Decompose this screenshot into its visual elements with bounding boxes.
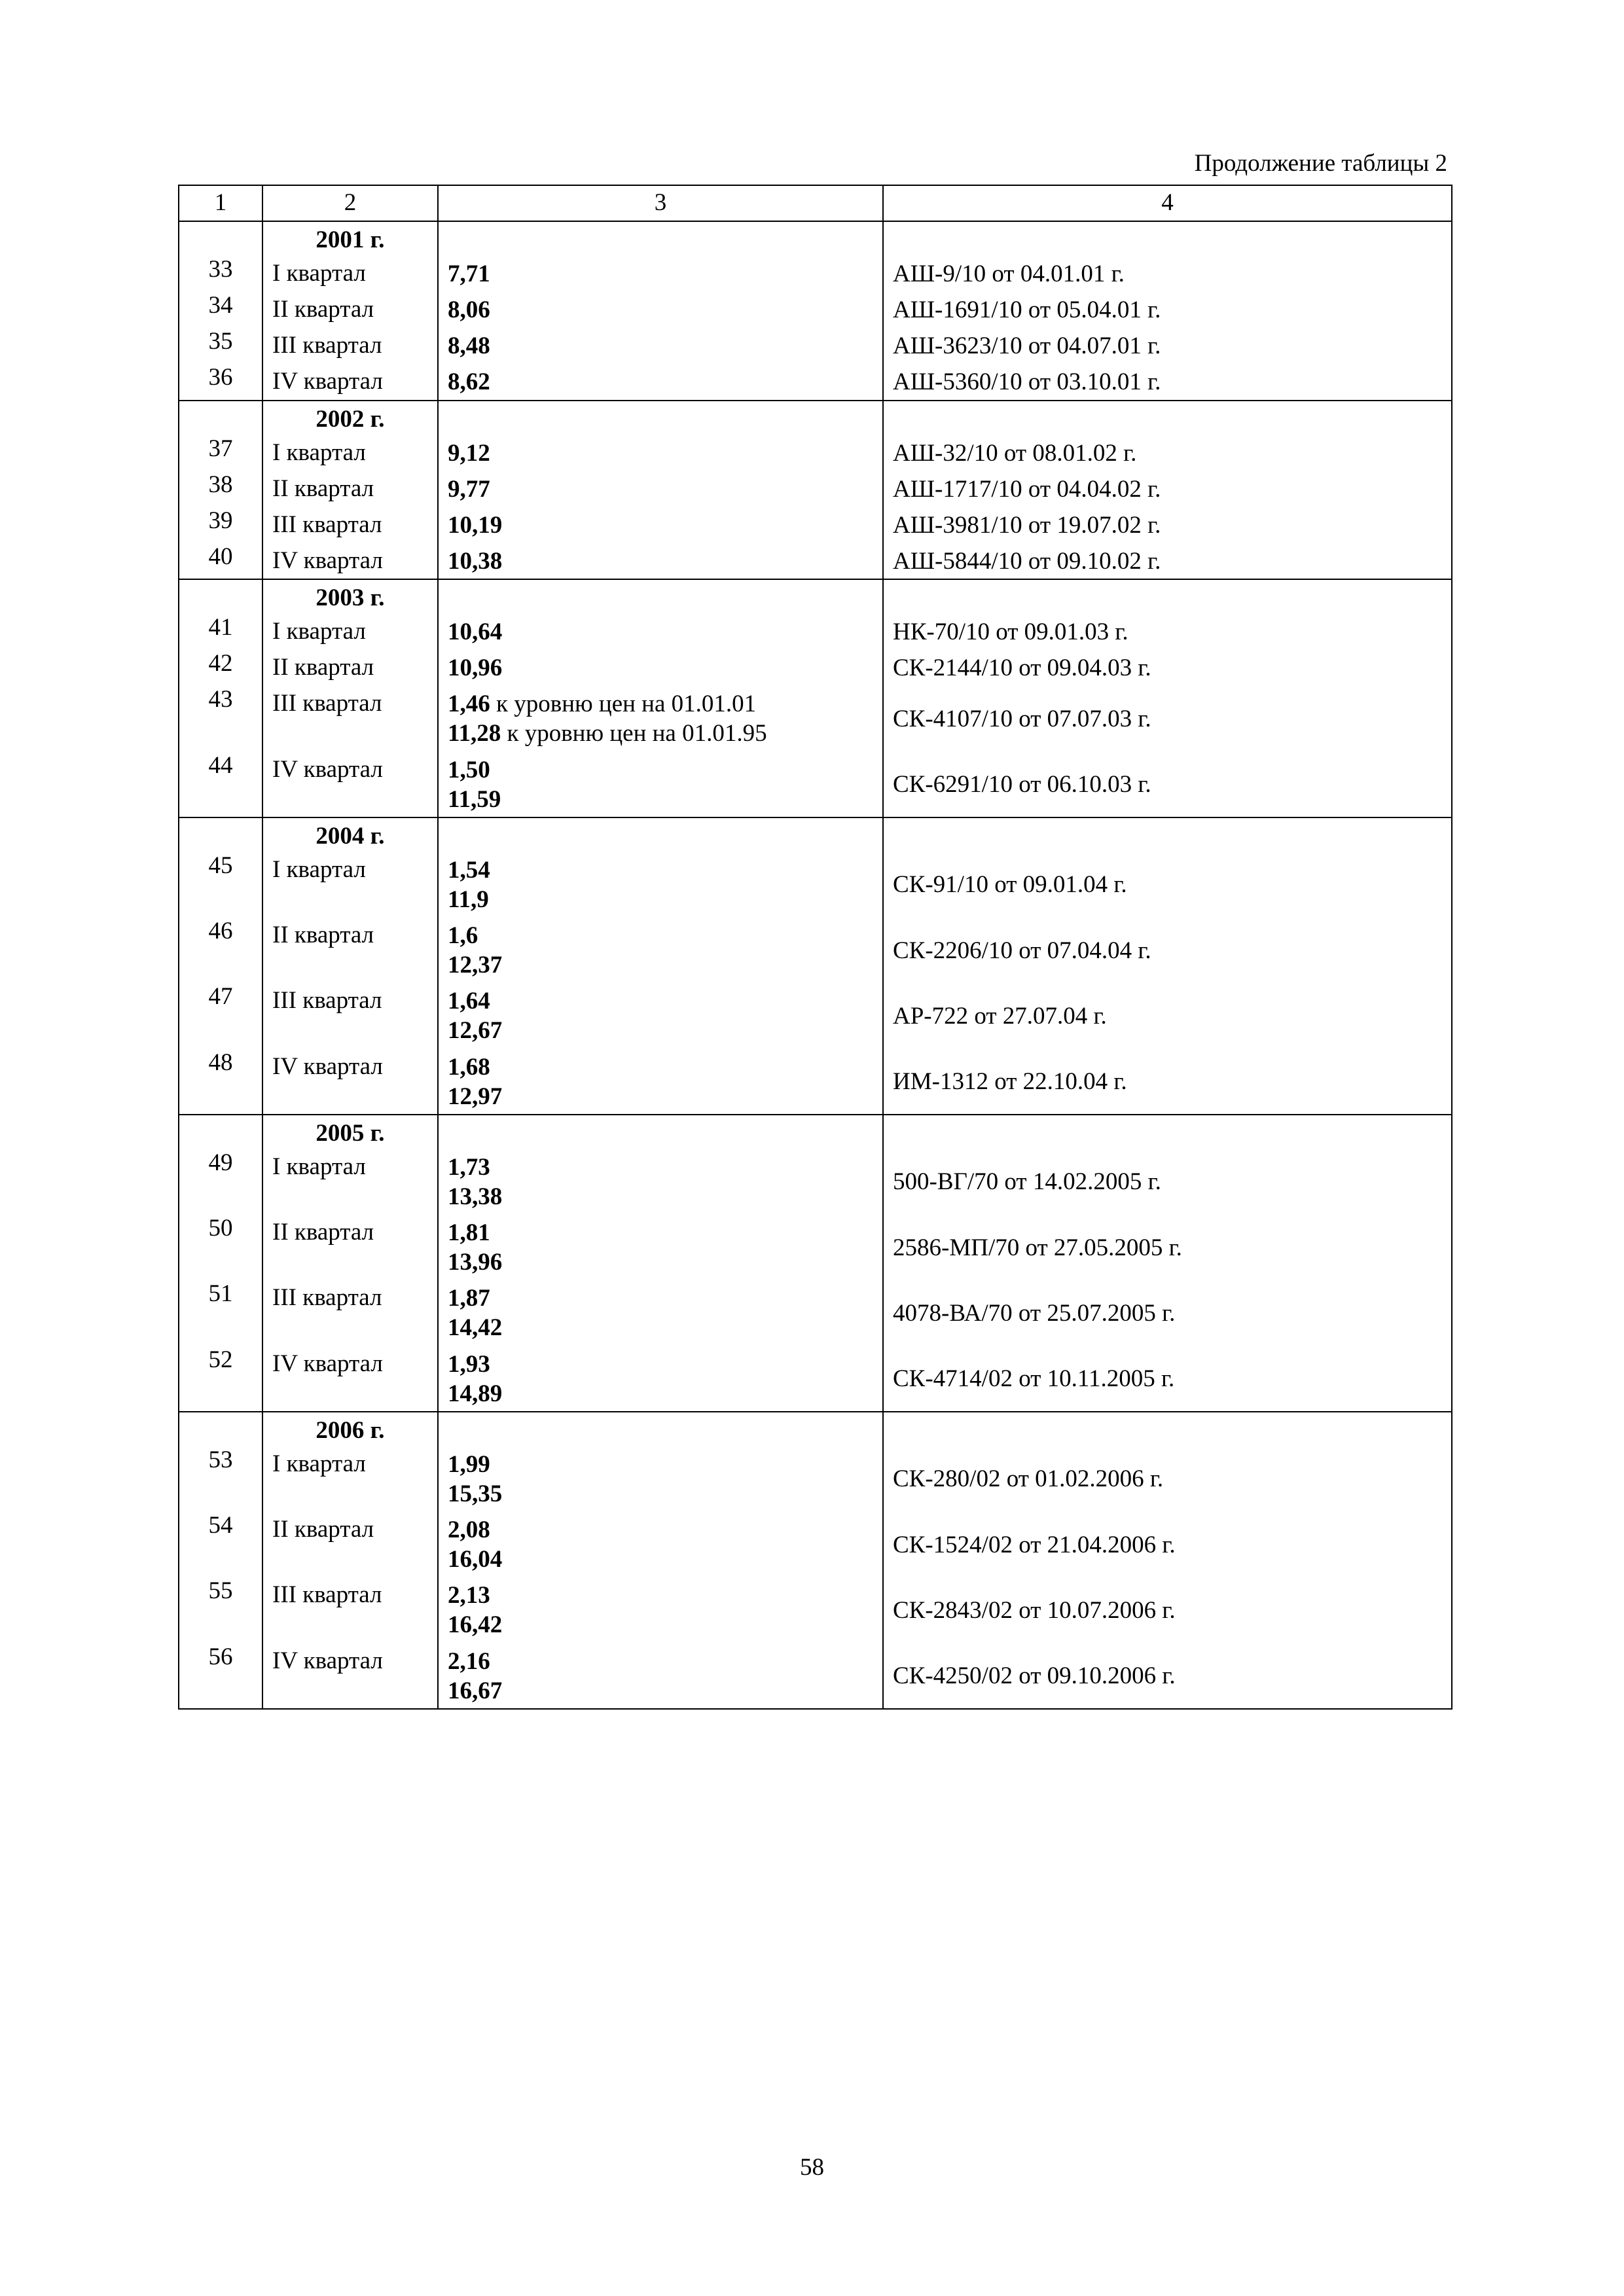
index-value: 15,35 xyxy=(448,1480,503,1507)
index-value-cell xyxy=(438,255,883,291)
index-value-cell xyxy=(438,543,883,579)
table-row xyxy=(179,1049,1452,1115)
row-number: 52 xyxy=(179,1346,262,1412)
index-value: 1,93 xyxy=(448,1350,490,1378)
year-row-blank-num xyxy=(179,817,262,852)
index-value-cell xyxy=(438,435,883,471)
index-value-line xyxy=(448,1676,876,1706)
index-value: 1,73 xyxy=(448,1153,490,1181)
row-number: 49 xyxy=(179,1149,262,1214)
index-value-line xyxy=(448,295,876,325)
index-value-line xyxy=(448,259,876,289)
source-document: СК-280/02 от 01.02.2006 г. xyxy=(883,1446,1452,1511)
index-value-cell xyxy=(438,507,883,543)
index-value-line xyxy=(448,1545,876,1574)
year-row-blank-doc xyxy=(883,1115,1452,1149)
index-value: 1,54 xyxy=(448,856,490,884)
index-value-line xyxy=(448,986,876,1016)
index-value: 10,64 xyxy=(448,619,503,645)
index-value-line xyxy=(448,1082,876,1111)
index-value-line xyxy=(448,1479,876,1509)
year-row-blank-num xyxy=(179,1115,262,1149)
index-value-cell xyxy=(438,1346,883,1412)
row-number: 40 xyxy=(179,543,262,579)
year-label: 2003 г. xyxy=(262,579,438,613)
year-row-blank-doc xyxy=(883,817,1452,852)
year-row-blank-value xyxy=(438,579,883,613)
quarter-label: I квартал xyxy=(262,1149,438,1214)
year-row-blank-doc xyxy=(883,579,1452,613)
index-value-line xyxy=(448,755,876,785)
year-label: 2001 г. xyxy=(262,221,438,255)
index-value-line xyxy=(448,331,876,361)
year-row-blank-doc xyxy=(883,221,1452,255)
year-header-row xyxy=(179,1115,1452,1149)
index-value: 16,04 xyxy=(448,1546,503,1573)
table-row xyxy=(179,507,1452,543)
index-value: 11,59 xyxy=(448,785,501,813)
row-number: 39 xyxy=(179,507,262,543)
index-value: 1,87 xyxy=(448,1285,490,1312)
index-value-line xyxy=(448,1218,876,1247)
source-document: АШ-1717/10 от 04.04.02 г. xyxy=(883,471,1452,507)
index-value-cell xyxy=(438,1149,883,1214)
index-value-line xyxy=(448,1450,876,1479)
source-document: СК-4714/02 от 10.11.2005 г. xyxy=(883,1346,1452,1412)
index-value-line xyxy=(448,1247,876,1277)
index-value-line xyxy=(448,547,876,576)
quarter-label: IV квартал xyxy=(262,363,438,400)
index-value-line xyxy=(448,885,876,914)
quarter-label: I квартал xyxy=(262,255,438,291)
index-value-line xyxy=(448,1350,876,1379)
source-document: АШ-3981/10 от 19.07.02 г. xyxy=(883,507,1452,543)
row-number: 54 xyxy=(179,1511,262,1577)
index-value-cell xyxy=(438,1577,883,1642)
row-number: 56 xyxy=(179,1643,262,1709)
year-row-blank-value xyxy=(438,221,883,255)
source-document: СК-2206/10 от 07.04.04 г. xyxy=(883,917,1452,982)
source-document: СК-91/10 от 09.01.04 г. xyxy=(883,852,1452,917)
table-row xyxy=(179,363,1452,400)
table-row xyxy=(179,1511,1452,1577)
row-number: 44 xyxy=(179,751,262,817)
index-value-line xyxy=(448,1052,876,1082)
index-value-note: к уровню цен на 01.01.01 xyxy=(490,691,757,718)
year-header-row xyxy=(179,1412,1452,1446)
index-value: 8,62 xyxy=(448,368,490,396)
index-value-cell xyxy=(438,852,883,917)
index-value: 11,28 xyxy=(448,720,501,747)
index-value: 16,67 xyxy=(448,1677,503,1704)
row-number: 43 xyxy=(179,685,262,751)
table-row xyxy=(179,1577,1452,1642)
index-value-cell xyxy=(438,1643,883,1709)
year-header-row xyxy=(179,817,1452,852)
column-number-3: 3 xyxy=(438,185,883,221)
source-document: СК-4107/10 от 07.07.03 г. xyxy=(883,685,1452,751)
year-label: 2004 г. xyxy=(262,817,438,852)
index-value-cell xyxy=(438,291,883,327)
table-row xyxy=(179,685,1452,751)
table-row xyxy=(179,649,1452,685)
source-document: НК-70/10 от 09.01.03 г. xyxy=(883,613,1452,649)
source-document: 500-ВГ/70 от 14.02.2005 г. xyxy=(883,1149,1452,1214)
index-value: 1,68 xyxy=(448,1053,490,1081)
table-row xyxy=(179,751,1452,817)
quarter-label: I квартал xyxy=(262,613,438,649)
table-row xyxy=(179,1346,1452,1412)
quarter-label: II квартал xyxy=(262,917,438,982)
index-value-cell xyxy=(438,917,883,982)
index-value: 8,06 xyxy=(448,296,490,324)
quarter-label: III квартал xyxy=(262,1280,438,1345)
row-number: 55 xyxy=(179,1577,262,1642)
quarter-label: II квартал xyxy=(262,649,438,685)
year-label: 2002 г. xyxy=(262,401,438,435)
year-header-row xyxy=(179,221,1452,255)
row-number: 42 xyxy=(179,649,262,685)
quarter-label: IV квартал xyxy=(262,1643,438,1709)
index-value-line xyxy=(448,475,876,504)
row-number: 50 xyxy=(179,1214,262,1280)
row-number: 48 xyxy=(179,1049,262,1115)
index-value-line xyxy=(448,617,876,647)
year-row-blank-value xyxy=(438,817,883,852)
quarter-label: III квартал xyxy=(262,685,438,751)
quarter-label: I квартал xyxy=(262,852,438,917)
source-document: СК-1524/02 от 21.04.2006 г. xyxy=(883,1511,1452,1577)
index-value: 10,19 xyxy=(448,511,503,539)
index-value-line xyxy=(448,785,876,814)
source-document: АШ-5844/10 от 09.10.02 г. xyxy=(883,543,1452,579)
quarter-label: IV квартал xyxy=(262,1049,438,1115)
table-row xyxy=(179,1643,1452,1709)
source-document: 4078-ВА/70 от 25.07.2005 г. xyxy=(883,1280,1452,1345)
index-value: 8,48 xyxy=(448,332,490,360)
row-number: 36 xyxy=(179,363,262,400)
quarter-label: II квартал xyxy=(262,1214,438,1280)
table-row xyxy=(179,852,1452,917)
source-document: ИМ-1312 от 22.10.04 г. xyxy=(883,1049,1452,1115)
index-value-line xyxy=(448,1647,876,1676)
index-value-line xyxy=(448,719,876,748)
index-value: 2,13 xyxy=(448,1582,490,1609)
index-value: 2,08 xyxy=(448,1516,490,1543)
year-row-blank-value xyxy=(438,401,883,435)
table-row xyxy=(179,291,1452,327)
year-row-blank-doc xyxy=(883,401,1452,435)
index-value: 9,77 xyxy=(448,475,490,503)
index-value: 1,81 xyxy=(448,1219,490,1246)
index-value-cell xyxy=(438,982,883,1048)
index-value: 1,99 xyxy=(448,1450,490,1478)
index-value-line xyxy=(448,367,876,397)
table-row xyxy=(179,1149,1452,1214)
row-number: 41 xyxy=(179,613,262,649)
quarter-label: II квартал xyxy=(262,1511,438,1577)
index-value-cell xyxy=(438,649,883,685)
source-document: АШ-5360/10 от 03.10.01 г. xyxy=(883,363,1452,400)
year-row-blank-num xyxy=(179,221,262,255)
row-number: 33 xyxy=(179,255,262,291)
quarter-label: III квартал xyxy=(262,982,438,1048)
index-value: 14,42 xyxy=(448,1314,503,1342)
year-row-blank-num xyxy=(179,1412,262,1446)
table-row xyxy=(179,435,1452,471)
price-index-table xyxy=(178,185,1453,1710)
index-value-line xyxy=(448,1610,876,1640)
quarter-label: II квартал xyxy=(262,291,438,327)
row-number: 45 xyxy=(179,852,262,917)
index-value-line xyxy=(448,950,876,980)
year-label: 2005 г. xyxy=(262,1115,438,1149)
source-document: СК-4250/02 от 09.10.2006 г. xyxy=(883,1643,1452,1709)
quarter-label: III квартал xyxy=(262,507,438,543)
source-document: 2586-МП/70 от 27.05.2005 г. xyxy=(883,1214,1452,1280)
year-label: 2006 г. xyxy=(262,1412,438,1446)
index-value: 13,38 xyxy=(448,1183,503,1210)
index-value: 9,12 xyxy=(448,439,490,467)
quarter-label: III квартал xyxy=(262,327,438,363)
index-value: 12,37 xyxy=(448,952,503,979)
index-value-line xyxy=(448,1283,876,1313)
index-value-line xyxy=(448,689,876,719)
index-value-line xyxy=(448,511,876,540)
index-value: 1,50 xyxy=(448,756,490,783)
index-value-note: к уровню цен на 01.01.95 xyxy=(501,720,767,747)
table-row xyxy=(179,917,1452,982)
source-document: СК-6291/10 от 06.10.03 г. xyxy=(883,751,1452,817)
index-value: 1,46 xyxy=(448,691,490,718)
index-value-cell xyxy=(438,327,883,363)
quarter-label: IV квартал xyxy=(262,543,438,579)
index-value-cell xyxy=(438,1446,883,1511)
table-continuation-label: Продолжение таблицы 2 xyxy=(1194,150,1447,177)
index-value: 2,16 xyxy=(448,1647,490,1675)
row-number: 46 xyxy=(179,917,262,982)
year-row-blank-doc xyxy=(883,1412,1452,1446)
year-header-row xyxy=(179,579,1452,613)
index-value-cell xyxy=(438,1049,883,1115)
source-document: СК-2843/02 от 10.07.2006 г. xyxy=(883,1577,1452,1642)
index-value-line xyxy=(448,855,876,885)
row-number: 47 xyxy=(179,982,262,1048)
quarter-label: III квартал xyxy=(262,1577,438,1642)
index-value-line xyxy=(448,1313,876,1342)
table-row xyxy=(179,327,1452,363)
index-value-line xyxy=(448,921,876,950)
quarter-label: I квартал xyxy=(262,435,438,471)
index-value-cell xyxy=(438,613,883,649)
index-value: 11,9 xyxy=(448,886,489,913)
row-number: 38 xyxy=(179,471,262,507)
index-value: 7,71 xyxy=(448,260,490,287)
index-value: 1,64 xyxy=(448,988,490,1015)
column-number-4: 4 xyxy=(883,185,1452,221)
index-value: 10,96 xyxy=(448,655,503,682)
table-row xyxy=(179,1280,1452,1345)
table-row xyxy=(179,255,1452,291)
table-row xyxy=(179,982,1452,1048)
source-document: АШ-3623/10 от 04.07.01 г. xyxy=(883,327,1452,363)
row-number: 35 xyxy=(179,327,262,363)
year-header-row xyxy=(179,401,1452,435)
source-document: АР-722 от 27.07.04 г. xyxy=(883,982,1452,1048)
year-row-blank-num xyxy=(179,579,262,613)
index-value-cell xyxy=(438,1280,883,1345)
index-value: 10,38 xyxy=(448,547,503,575)
index-value: 12,67 xyxy=(448,1017,503,1045)
row-number: 53 xyxy=(179,1446,262,1511)
index-value-line xyxy=(448,1016,876,1045)
quarter-label: II квартал xyxy=(262,471,438,507)
year-row-blank-value xyxy=(438,1115,883,1149)
table-body xyxy=(179,185,1452,1709)
index-value-line xyxy=(448,1379,876,1408)
table-row xyxy=(179,1214,1452,1280)
column-number-1: 1 xyxy=(179,185,262,221)
table-row xyxy=(179,471,1452,507)
source-document: АШ-9/10 от 04.01.01 г. xyxy=(883,255,1452,291)
quarter-label: I квартал xyxy=(262,1446,438,1511)
table-row xyxy=(179,613,1452,649)
index-value: 12,97 xyxy=(448,1083,503,1110)
index-value-cell xyxy=(438,363,883,400)
row-number: 34 xyxy=(179,291,262,327)
index-value-line xyxy=(448,1182,876,1211)
column-number-row xyxy=(179,185,1452,221)
index-value: 1,6 xyxy=(448,922,478,949)
table-row xyxy=(179,1446,1452,1511)
index-value-line xyxy=(448,439,876,468)
row-number: 51 xyxy=(179,1280,262,1345)
source-document: СК-2144/10 от 09.04.03 г. xyxy=(883,649,1452,685)
source-document: АШ-32/10 от 08.01.02 г. xyxy=(883,435,1452,471)
quarter-label: IV квартал xyxy=(262,751,438,817)
year-row-blank-num xyxy=(179,401,262,435)
index-value: 13,96 xyxy=(448,1249,503,1276)
table-row xyxy=(179,543,1452,579)
source-document: АШ-1691/10 от 05.04.01 г. xyxy=(883,291,1452,327)
quarter-label: IV квартал xyxy=(262,1346,438,1412)
index-value-line xyxy=(448,1515,876,1545)
row-number: 37 xyxy=(179,435,262,471)
index-value-cell xyxy=(438,471,883,507)
index-value-line xyxy=(448,1581,876,1610)
page-number: 58 xyxy=(800,2154,824,2181)
index-value-cell xyxy=(438,685,883,751)
index-value-line xyxy=(448,653,876,683)
year-row-blank-value xyxy=(438,1412,883,1446)
index-value-line xyxy=(448,1153,876,1182)
index-value-cell xyxy=(438,751,883,817)
column-number-2: 2 xyxy=(262,185,438,221)
index-value: 16,42 xyxy=(448,1611,503,1639)
index-value-cell xyxy=(438,1511,883,1577)
index-value-cell xyxy=(438,1214,883,1280)
index-value: 14,89 xyxy=(448,1380,503,1407)
